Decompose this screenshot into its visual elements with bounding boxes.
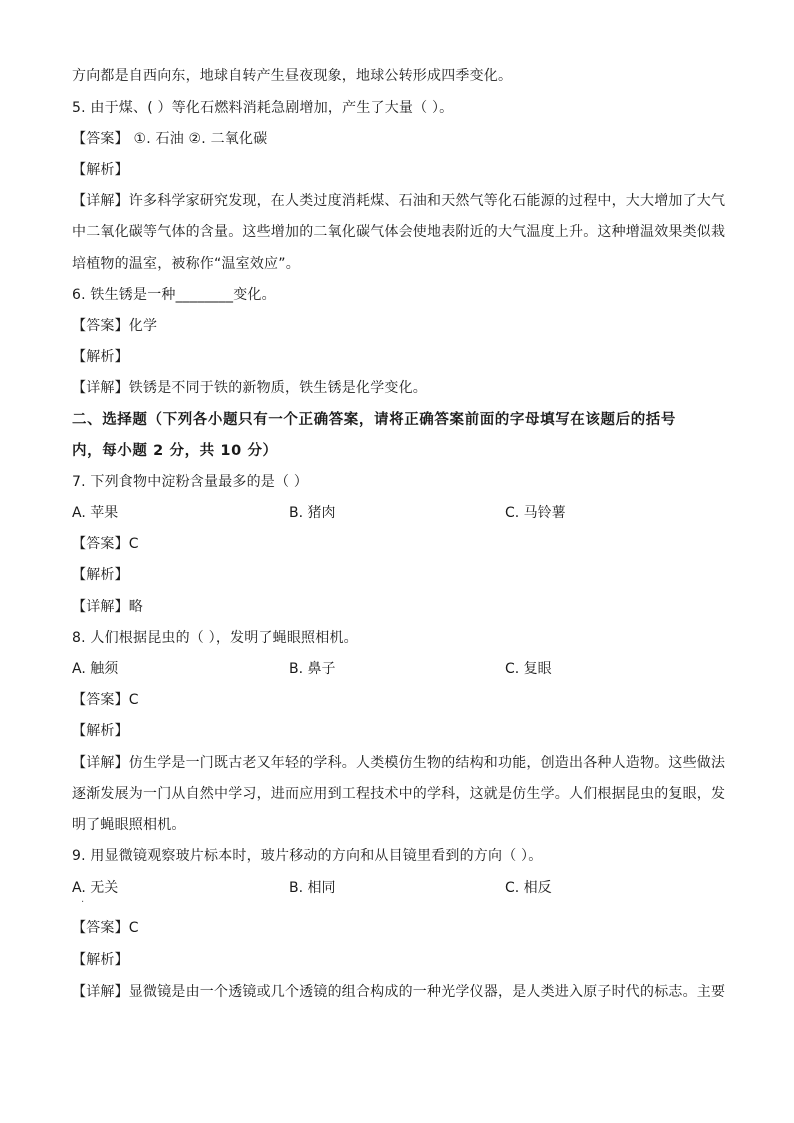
question-8-analysis-label: 【解析】 [72, 723, 129, 739]
previous-answer-tail: 方向都是自西向东，地球自转产生昼夜现象，地球公转形成四季变化。 [72, 68, 513, 84]
section-2-heading-line-2: 内，每小题 2 分，共 10 分） [72, 443, 278, 459]
question-8-option-c: C. 复眼 [505, 661, 552, 677]
question-7-analysis-label: 【解析】 [72, 567, 129, 583]
question-6-answer: 【答案】化学 [72, 318, 158, 334]
question-9-answer: 【答案】C [72, 920, 139, 936]
question-7-answer: 【答案】C [72, 536, 139, 552]
question-8: 8. 人们根据昆虫的（ ），发明了蝇眼照相机。 [72, 630, 358, 646]
question-7-option-b: B. 猪肉 [289, 505, 336, 521]
question-8-detail-line-3: 明了蝇眼照相机。 [72, 817, 186, 833]
question-6-analysis-label: 【解析】 [72, 349, 129, 365]
question-5-analysis-label: 【解析】 [72, 162, 129, 178]
question-9-option-b: B. 相同 [289, 880, 336, 896]
question-7-option-c: C. 马铃薯 [505, 505, 566, 521]
question-8-answer: 【答案】C [72, 692, 139, 708]
question-7: 7. 下列食物中淀粉含量最多的是（ ） [72, 474, 309, 490]
question-8-detail-line-1: 【详解】仿生学是一门既古老又年轻的学科。人类模仿生物的结构和功能，创造出各种人造物。这些做法 [72, 755, 726, 771]
question-8-option-b: B. 鼻子 [289, 661, 336, 677]
question-9-option-a: A. 无关 [72, 880, 119, 896]
question-6: 6. 铁生锈是一种________变化。 [72, 287, 276, 303]
question-8-option-a: A. 触须 [72, 661, 119, 677]
question-6-detail: 【详解】铁锈是不同于铁的新物质，铁生锈是化学变化。 [72, 380, 427, 396]
section-2-heading-line-1: 二、选择题（下列各小题只有一个正确答案，请将正确答案前面的字母填写在该题后的括号 [72, 412, 676, 428]
question-5-answer: 【答案】 ①. 石油 ②. 二氧化碳 [72, 131, 268, 147]
question-9-detail-line-1: 【详解】显微镜是由一个透镜或几个透镜的组合构成的一种光学仪器，是人类进入原子时代的标志。主要 [72, 984, 726, 1000]
stray-dot-mark: · [81, 897, 85, 908]
question-8-detail-line-2: 逐渐发展为一门从自然中学习，进而应用到工程技术中的学科，这就是仿生学。人们根据昆虫的复眼，发 [72, 786, 726, 802]
question-7-option-a: A. 苹果 [72, 505, 119, 521]
question-7-detail: 【详解】略 [72, 599, 143, 615]
question-5-detail-line-3: 培植物的温室，被称作“温室效应”。 [72, 256, 300, 272]
question-9-option-c: C. 相反 [505, 880, 552, 896]
question-5-detail-line-1: 【详解】许多科学家研究发现，在人类过度消耗煤、石油和天然气等化石能源的过程中，大大增加了大气 [72, 193, 726, 209]
question-9: 9. 用显微镜观察玻片标本时，玻片移动的方向和从目镜里看到的方向（ ）。 [72, 848, 543, 864]
question-9-analysis-label: 【解析】 [72, 952, 129, 968]
question-5: 5. 由于煤、( ）等化石燃料消耗急剧增加，产生了大量（ ）。 [72, 100, 454, 116]
question-5-detail-line-2: 中二氧化碳等气体的含量。这些增加的二氧化碳气体会使地表附近的大气温度上升。这种增温效果类似栽 [72, 224, 726, 240]
